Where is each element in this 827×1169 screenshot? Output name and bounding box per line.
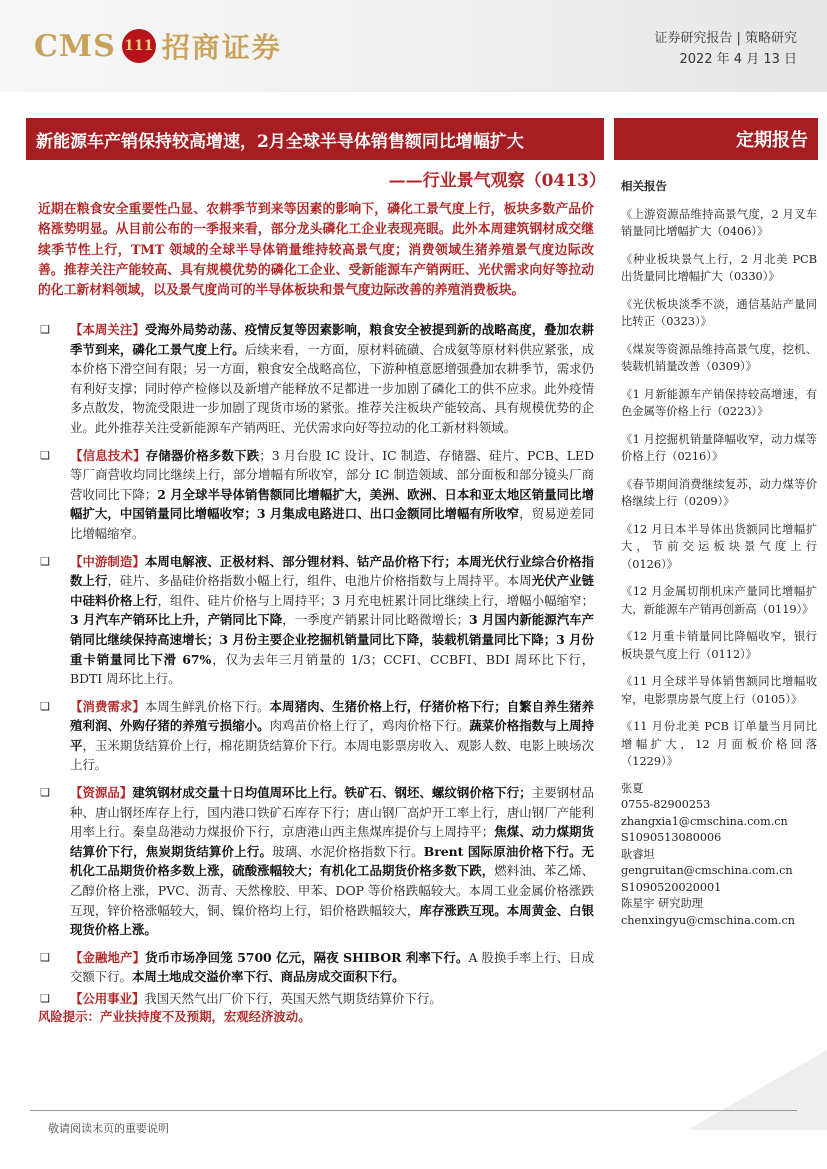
related-reports-heading: 相关报告 [621, 179, 667, 193]
item-text: 燃料油、苯乙烯、乙醇价格上涨，PVC、沥青、天然橡胶、甲苯、DOP 等价格跌幅较大。本周工业金属价格涨跌互现，锌价格涨幅较大，铜、镍价格均上行，铝价格跌幅较大， [70, 863, 595, 918]
brand-logo [34, 26, 282, 66]
item-label: 【本周关注】 [70, 322, 145, 337]
main-content [38, 320, 594, 1026]
item-bold: 3 月汽车产销环比上升，产销同比下降 [70, 612, 283, 628]
list-item [38, 989, 594, 1009]
item-text: ，贸易逆差同比增幅缩窄。 [70, 506, 595, 541]
item-text: 我国天然气出厂价下行，英国天然气期货结算价下行。 [144, 991, 442, 1006]
item-text: 主要钢材品种、唐山钢坯库存上行，国内港口铁矿石库存下行；唐山钢厂高炉开工率上行，唐山钢厂产能利用率上行。秦皇岛港动力煤报价下行，京唐港山西主焦煤库提价与上周持平； [70, 785, 595, 840]
analyst-email[interactable]: gengruitan@cmschina.com.cn [621, 864, 793, 877]
related-report-link[interactable]: 《春节期间消费继续复苏，动力煤等价格继续上行（0209）》 [621, 477, 817, 508]
checkbox-bullet-icon: ❑ [40, 950, 50, 964]
item-bold: 本周猪肉、生猪价格上行，仔猪价格下行；自繁自养生猪养殖利润、外购仔猪的养殖亏损缩小。 [70, 698, 595, 734]
list-item [38, 783, 594, 940]
related-report-link[interactable]: 《11 月全球半导体销售额同比增幅收窄，电影票房景气度上行（0105）》 [621, 675, 817, 706]
footer-note: 敬请阅读末页的重要说明 [48, 1122, 169, 1135]
checkbox-bullet-icon: ❑ [40, 554, 50, 568]
list-item [38, 446, 594, 544]
report-subtitle: ——行业景气观察（0413） [388, 171, 606, 191]
item-label: 【消费需求】 [70, 698, 145, 714]
item-text: A 股换手率上行、日成交额下行。 [70, 949, 595, 985]
analyst-name: 张夏 [621, 781, 644, 795]
item-bold: 受海外局势动荡、疫情反复等因素影响，粮食安全被提到新的战略高度，叠加农耕季节到来，磷化工景气度上行。 [70, 322, 595, 357]
brand-en: CMS [34, 28, 116, 64]
sidebar [621, 178, 817, 929]
item-text: ，玉米期货结算价上行，棉花期货结算价下行。本周电影票房收入、观影人数、电影上映场次上行。 [70, 737, 595, 773]
related-report-link[interactable]: 《12 月日本半导体出货额同比增幅扩大，节前交运板块景气度上行（0126）》 [621, 522, 817, 571]
item-label: 【金融地产】 [70, 949, 146, 965]
item-text: 肉鸡苗价格上行了，鸡肉价格下行。 [269, 718, 470, 734]
list-item [38, 948, 594, 987]
analyst-email[interactable]: zhangxia1@cmschina.com.cn [621, 814, 788, 828]
related-report-link[interactable]: 《上游资源品维持高景气度，2 月叉车销量同比增幅扩大（0406）》 [621, 207, 817, 238]
item-label: 【资源品】 [70, 785, 133, 801]
related-report-link[interactable]: 《1 月挖掘机销量降幅收窄，动力煤等价格上行（0216）》 [621, 432, 817, 463]
item-label: 【公用事业】 [70, 991, 145, 1006]
item-text: 后续来看，一方面，原材料硫磺、合成氨等原材料供应紧张，成本价格下滑空间有限；另一方面，粮食安全战略高位，下游种植意愿增强叠加农耕季节，需求仍有利好支撑；同时停产检修以及新增产能释放不足都进一步加剧了磷化工的供不应求。此外疫情多点散发，物流受限进一步加剧了现货市场的紧张。推荐关注板块产能较高、具有规模优势的企业。此外推荐关注受新能源车产销两旺、光伏需求向好等拉动的化工新材料领域。 [70, 341, 595, 435]
checkbox-bullet-icon: ❑ [40, 448, 50, 462]
item-bold: 存储器价格多数下跌 [145, 447, 260, 463]
related-report-link[interactable]: 《1 月新能源车产销保持较高增速，有色金属等价格上行（0223）》 [621, 387, 817, 418]
list-item [38, 320, 594, 438]
item-text: ，硅片、多晶硅价格指数小幅上行，组件、电池片价格指数与上周持平。本周 [107, 573, 532, 589]
item-label: 【中游制造】 [70, 553, 145, 569]
analyst-name: 陈星宇 研究助理 [621, 897, 703, 910]
analyst-name: 耿睿坦 [621, 847, 655, 861]
related-report-link[interactable]: 《光伏板块淡季不淡，通信基站产量同比转正（0323）》 [621, 297, 817, 328]
header-bar [0, 0, 827, 92]
analyst-license: S1090513080006 [621, 831, 722, 844]
item-text: 本周生鲜乳价格下行。 [144, 698, 270, 714]
analyst-info [621, 781, 817, 930]
item-bold: 货币市场净回笼 5700 亿元，隔夜 SHIBOR 利率下行。 [145, 949, 469, 965]
list-item [38, 697, 594, 775]
summary-paragraph: 近期在粮食安全重要性凸显、农耕季节到来等因素的影响下，磷化工景气度上行，板块多数产品价格涨势明显。从目前公布的一季报来看，部分龙头磷化工企业表现亮眼。此外本周建筑钢材成交继续季节性上行，TMT 领域的全球半导体销量维持较高景气度；消费领域生猪养殖景气度边际改善。推荐关注产能较高、具有规模优势的磷化工企业、受新能源车产销两旺、光伏需求向好等拉动的化工新材料领域，以及景气度尚可的半导体板块和景气度边际改善的养殖消费板块。 [38, 202, 594, 299]
checkbox-bullet-icon: ❑ [40, 992, 50, 1005]
list-item [38, 552, 594, 689]
item-text: ；3 月台股 IC 设计、IC 制造、存储器、硅片、PCB、LED 等厂商营收均同比继续上行，部分增幅有所收窄，部分 IC 制造领域、部分面板和部分镜头厂商营收同比下降； [70, 447, 595, 502]
item-text: ，一季度产销累计同比略微增长； [282, 612, 469, 628]
report-type: 证券研究报告 | 策略研究 [654, 31, 797, 46]
item-text: 玻璃、水泥价格指数下行。 [272, 843, 424, 859]
checkbox-bullet-icon: ❑ [40, 699, 50, 713]
related-report-link[interactable]: 《煤炭等资源品维持高景气度，挖机、装载机销量改善（0309）》 [621, 342, 817, 373]
related-report-link[interactable]: 《种业板块景气上行，2 月北美 PCB 出货量同比增幅扩大（0330）》 [621, 252, 817, 283]
analyst-license: S1090520020001 [621, 880, 722, 894]
footer-divider [30, 1110, 797, 1111]
item-bold: 建筑钢材成交量十日均值周环比上行。铁矿石、钢坯、螺纹钢价格下行； [132, 785, 532, 801]
item-bold: 本周电解液、正极材料、部分锂材料、钴产品价格下行；本周光伏行业综合价格指数上行 [70, 553, 595, 589]
decorative-corner [687, 1050, 827, 1130]
item-bold: 焦煤、动力煤期货结算价下行，焦炭期货结算价上行。 [70, 824, 595, 859]
item-text: ，仅为去年三月销量的 1/3；CCFI、CCBFI、BDI 周环比下行，BDTI 周环比上行。 [70, 651, 594, 687]
item-bold: 3 月国内新能源汽车产销同比继续保持高速增长；3 月份主要企业挖掘机销量同比下降，装载机销量同比下降；3 月份重卡销量同比下滑 67% [70, 612, 594, 667]
analyst-phone: 0755-82900253 [621, 798, 711, 811]
report-tag: 定期报告 [614, 118, 818, 160]
item-bold: 库存涨跌互现。本周黄金、白银现货价格上涨。 [70, 902, 595, 938]
brand-badge-icon: 111 [122, 29, 156, 63]
item-bold: 蔬菜价格指数与上周持平 [70, 718, 595, 753]
analyst-email[interactable]: chenxingyu@cmschina.com.cn [621, 913, 795, 927]
item-bold: 本周土地成交溢价率下行、商品房成交面积下行。 [131, 969, 405, 985]
header-meta [654, 28, 797, 70]
item-bold: 光伏产业链中硅料价格上行 [70, 573, 595, 608]
report-date: 2022 年 4 月 13 日 [679, 52, 797, 67]
checkbox-bullet-icon: ❑ [40, 323, 50, 336]
item-bold: 2 月全球半导体销售额同比增幅扩大，美洲、欧洲、日本和亚太地区销量同比增幅扩大，中国销量同比增幅收窄；3 月集成电路进口、出口金额同比增幅有所收窄 [70, 486, 595, 522]
related-report-link[interactable]: 《12 月金属切削机床产量同比增幅扩大，新能源车产销再创新高（0119）》 [621, 585, 817, 616]
item-label: 【信息技术】 [70, 447, 146, 463]
report-title: 新能源车产销保持较高增速，2月全球半导体销售额同比增幅扩大 [26, 118, 604, 160]
brand-cn: 招商证券 [161, 31, 282, 64]
related-report-link[interactable]: 《11 月份北美 PCB 订单量当月同比增幅扩大，12 月面板价格回落（1229）》 [621, 720, 817, 768]
checkbox-bullet-icon: ❑ [40, 786, 50, 800]
item-text: ，组件、硅片价格与上周持平；3 月充电桩累计同比继续上行，增幅小幅缩窄； [157, 592, 595, 608]
related-report-link[interactable]: 《12 月重卡销量同比降幅收窄，银行板块景气度上行（0112）》 [621, 630, 817, 661]
risk-warning: 风险提示：产业扶持度不及预期，宏观经济波动。 [38, 1008, 311, 1024]
item-bold: Brent 国际原油价格下行。无机化工品期货价格多数上涨，硫酸涨幅较大；有机化工品期货价格多数下跌， [70, 843, 595, 879]
